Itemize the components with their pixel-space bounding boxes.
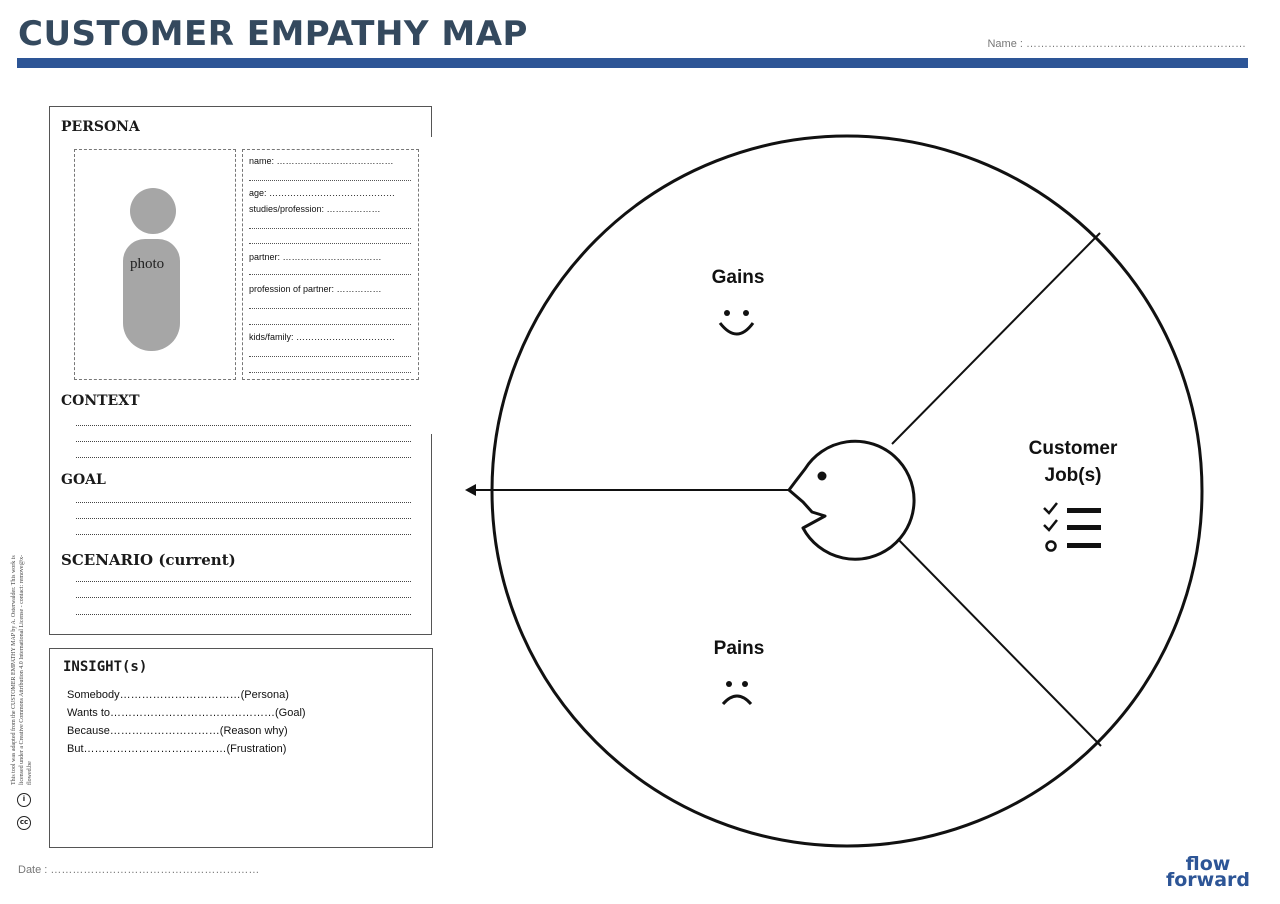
insight-title: INSIGHT(s) <box>63 659 148 675</box>
empathy-map <box>460 120 1220 865</box>
goal-title: GOAL <box>61 472 106 488</box>
photo-placeholder[interactable] <box>74 149 236 380</box>
smile-icon <box>720 310 753 334</box>
context-title: CONTEXT <box>61 393 140 409</box>
insight-panel <box>49 648 433 848</box>
field-line <box>249 324 411 325</box>
field-partner[interactable]: partner: …………………………… <box>249 252 382 262</box>
insight-persona-line[interactable]: Somebody……………………………(Persona) <box>67 689 289 701</box>
photo-label: photo <box>130 256 165 272</box>
persona-title: PERSONA <box>61 119 140 135</box>
header-divider-bar <box>17 58 1248 68</box>
pains-label: Pains <box>713 638 765 659</box>
context-line[interactable] <box>76 457 411 458</box>
goal-line[interactable] <box>76 534 411 535</box>
field-kids[interactable]: kids/family: …………………………… <box>249 332 396 342</box>
divider-lower <box>890 531 1101 746</box>
scenario-line[interactable] <box>76 581 411 582</box>
face-icon <box>789 441 914 559</box>
insight-reason-line[interactable]: Because…………………………(Reason why) <box>67 725 288 737</box>
field-age[interactable]: age: …………………………………… <box>249 188 396 198</box>
field-line <box>249 372 411 373</box>
name-field[interactable]: Name : …………………………………………………… <box>987 38 1246 50</box>
customer-jobs-label-line2: Job(s) <box>1044 465 1102 486</box>
checklist-icon <box>1044 503 1101 551</box>
frown-icon <box>723 681 751 704</box>
persona-panel <box>49 106 432 635</box>
flowforward-logo <box>1165 853 1250 891</box>
goal-line[interactable] <box>76 518 411 519</box>
insight-frustration-line[interactable]: But…………………………………(Frustration) <box>67 743 287 755</box>
context-line[interactable] <box>76 441 411 442</box>
context-line[interactable] <box>76 425 411 426</box>
scenario-title: SCENARIO (current) <box>61 551 236 569</box>
cc-icon: cc <box>17 816 31 830</box>
arrow-head-icon <box>465 484 476 496</box>
field-line <box>249 274 411 275</box>
gains-label: Gains <box>711 267 765 288</box>
field-line <box>249 243 411 244</box>
scenario-line[interactable] <box>76 614 411 615</box>
field-line <box>249 356 411 357</box>
field-name[interactable]: name: ………………………………… <box>249 156 394 166</box>
date-field[interactable]: Date : ………………………………………………… <box>18 864 260 876</box>
field-partner-profession[interactable]: profession of partner: …………… <box>249 284 382 294</box>
divider-upper <box>892 233 1100 444</box>
goal-line[interactable] <box>76 502 411 503</box>
cc-by-icon: i <box>17 793 31 807</box>
field-line <box>249 228 411 229</box>
customer-jobs-label-line1: Customer <box>1028 438 1118 459</box>
logo-line2: forward <box>1165 869 1250 891</box>
logo-line1: flow <box>1185 853 1231 875</box>
license-text: This tool was adapted from the CUSTOMER EMPATHY MAP by A. Osterwalder. This work is licensed under a Creative Commons Attribution 4.0 International License - contact: remove@x-flowed.be <box>11 554 33 785</box>
persona-fields <box>242 149 419 380</box>
page-title: CUSTOMER EMPATHY MAP <box>18 14 528 54</box>
person-head-icon <box>130 188 176 234</box>
scenario-line[interactable] <box>76 597 411 598</box>
insight-goal-line[interactable]: Wants to………………………………………(Goal) <box>67 707 306 719</box>
field-line <box>249 180 411 181</box>
field-studies[interactable]: studies/profession: ……………… <box>249 204 381 214</box>
field-line <box>249 308 411 309</box>
